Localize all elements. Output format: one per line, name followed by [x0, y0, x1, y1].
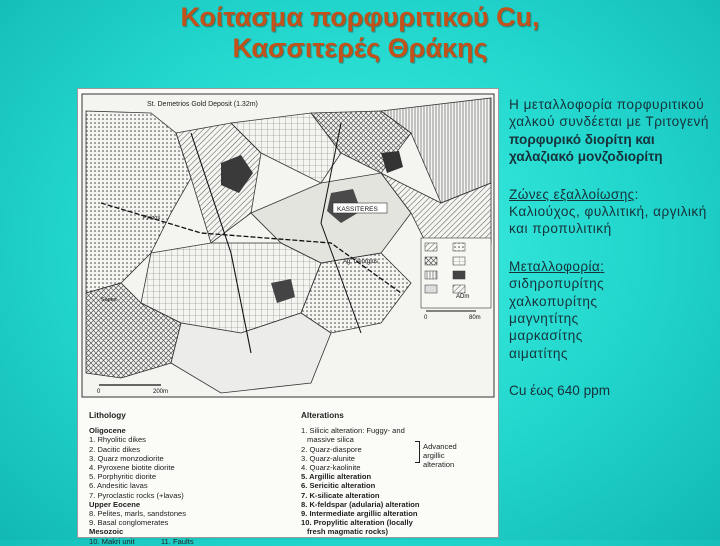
mineralization-paragraph	[509, 96, 714, 166]
map-label-sapes: Sapes	[101, 297, 117, 303]
alteration-item: 2. Quarz-diaspore	[301, 444, 362, 454]
slide-title-line2: Κασσιτερές Θράκης	[232, 33, 488, 63]
map-legend	[81, 411, 495, 546]
slide-title	[0, 2, 720, 64]
scale3-label: ADm	[456, 294, 470, 300]
lithology-item: 4. Pyroxene biotite diorite	[89, 463, 175, 473]
slide-text-panel	[509, 96, 714, 420]
alteration-label: alteration	[423, 460, 455, 469]
lithology-item: 3. Quarz monzodiorite	[89, 453, 164, 463]
ore-mineral-item: σιδηροπυρίτης	[509, 276, 605, 292]
ore-minerals-heading-line	[509, 258, 714, 275]
ore-mineral-item: μαρκασίτης	[509, 328, 583, 344]
map-label-ag-georgios: Ag. Georgios	[343, 259, 379, 265]
lithology-item: 6. Andesitic lavas	[89, 481, 148, 491]
alterations-heading: Alterations	[301, 411, 344, 420]
alteration-item: 5. Argillic alteration	[301, 472, 372, 482]
alteration-zones-heading: Ζώνες εξαλλοίωσης	[509, 186, 635, 202]
alteration-zones-colon: :	[634, 186, 639, 202]
lithology-item: 9. Basal conglomerates	[89, 518, 169, 528]
alteration-item: 3. Quarz-alunite	[301, 453, 356, 463]
geological-map	[81, 93, 495, 398]
map-label-kassiteres: KASSITERES	[337, 206, 378, 213]
lithology-item: 1. Rhyolitic dikes	[89, 435, 146, 445]
advanced-argillic-note	[423, 442, 457, 469]
alteration-item: 10. Propylitic alteration (locally	[301, 518, 413, 528]
lithology-item: 8. Pelites, marls, sandstones	[89, 509, 187, 519]
scale2-label-0: 0	[424, 315, 428, 321]
advanced-argillic-bracket	[415, 441, 420, 463]
lithology-item: 2. Dacitic dikes	[89, 444, 141, 454]
map-title: St. Demetrios Gold Deposit (1.32m)	[147, 101, 258, 108]
alteration-item: fresh magmatic rocks)	[307, 527, 389, 537]
scale-label-200: 200m	[153, 389, 169, 395]
alterations-legend	[301, 411, 420, 537]
advanced-label: Advanced	[423, 442, 457, 451]
upper-eocene-label: Upper Eocene	[89, 499, 141, 509]
mineralization-rocks: πορφυρικό διορίτη και χαλαζιακό μονζοδιορίτη	[509, 131, 663, 165]
copper-grade-paragraph	[509, 382, 714, 399]
alteration-item: 8. K-feldspar (adularia) alteration	[301, 499, 420, 509]
lithology-item: 7. Pyroclastic rocks (+lavas)	[89, 490, 184, 500]
lithology-heading: Lithology	[89, 411, 126, 420]
mesozoic-label: Mesozoic	[89, 527, 124, 537]
ore-minerals-heading: Μεταλλοφορία	[509, 258, 601, 274]
ore-minerals-colon: :	[600, 258, 605, 274]
alteration-item: 4. Quarz-kaolinite	[301, 463, 361, 473]
scale2-label-80: 80m	[469, 315, 481, 321]
slide-title-line1: Κοίτασμα πορφυριτικού Cu,	[180, 2, 540, 32]
alteration-item: massive silica	[307, 435, 354, 445]
ore-mineral-item: αιματίτης	[509, 345, 568, 361]
ore-mineral-item: μαγνητίτης	[509, 311, 579, 327]
copper-grade-text: Cu έως 640 ppm	[509, 383, 611, 399]
scale-label-0: 0	[97, 389, 101, 395]
argillic-label: argillic	[423, 451, 445, 460]
alteration-zones-text: Καλιούχος, φυλλιτική, αργιλική και προπυλιτική	[509, 204, 707, 237]
mineralization-text: Η μεταλλοφορία πορφυριτικού χαλκού συνδέεται με Τριτογενή	[509, 97, 709, 130]
alteration-item: 6. Sericitic alteration	[301, 481, 376, 491]
alteration-item: 9. Intermediate argillic alteration	[301, 509, 418, 519]
ore-mineral-item: χαλκοπυρίτης	[509, 293, 598, 309]
map-label-pyrgos: Pyrgos	[143, 215, 161, 221]
alteration-zones-heading-line	[509, 186, 714, 203]
lithology-legend	[89, 411, 194, 546]
faults-item: 11. Faults	[160, 536, 194, 546]
ore-minerals-paragraph	[509, 258, 714, 362]
oligocene-label: Oligocene	[89, 426, 126, 436]
alteration-zones-paragraph	[509, 186, 714, 238]
mesozoic-item: 10. Makri unit	[89, 536, 135, 546]
lithology-item	[89, 537, 194, 546]
lithology-item: 5. Porphyritic diorite	[89, 472, 157, 482]
alteration-item: 1. Silicic alteration: Fuggy- and	[301, 426, 405, 436]
geological-map-figure	[77, 88, 499, 546]
alteration-item: 7. K-silicate alteration	[301, 490, 380, 500]
